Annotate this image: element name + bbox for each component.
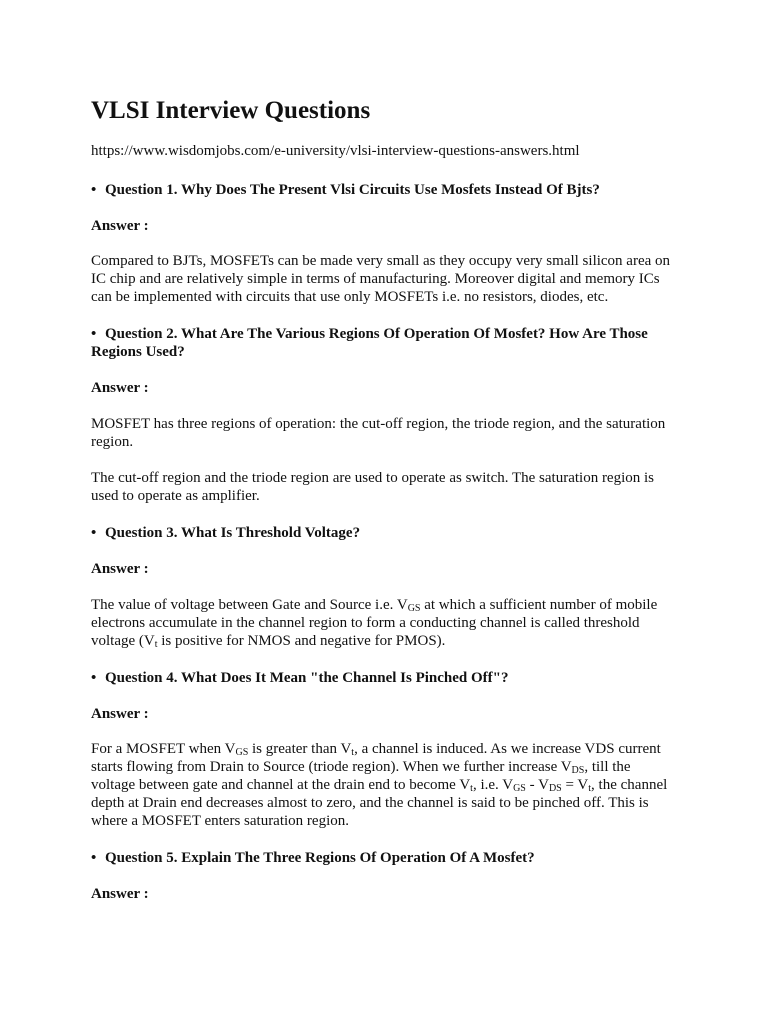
answer-2-para-2: The cut-off region and the triode region are used to operate as switch. The saturation region is used to operate as amplifier. (91, 470, 655, 504)
answer-3-text: The value of voltage between Gate and Source i.e. $V_{GS}$ at which a sufficient number of mobile electrons accumulate in the channel region to form a conducting channel is called threshold voltage ($V_t$ is positive for NMOS and negative for PMOS). (91, 597, 658, 650)
question-2-text-line1: Question 2. What Are The Various Regions Of Operation Of Mosfet? How Are Those (105, 326, 648, 342)
answer-1-text: Compared to BJTs, MOSFETs can be made very small as they occupy very small silicon area on IC chip and are relatively simple in terms of manufacturing. Moreover digital and memory ICs can be implemented with circuits that use only MOSFETs i.e. no resistors, diodes, etc. (91, 253, 671, 305)
bullet-icon: • (91, 670, 97, 686)
answer-label-4: Answer : (91, 706, 149, 722)
answer-4-text: For a MOSFET when $V_{GS}$ is greater than $V_t$, a channel is induced. As we increase VDS current starts flowing from Drain to Source (triode region). When we further increase $V_{DS}$, till the voltage between gate and channel at the drain end to become $V_t$, i.e. $V_{GS} - V_{DS} = V_t$, the channel depth at Drain end decreases almost to zero, and the channel is said to be pinched off. This is where a MOSFET enters saturation region. (91, 741, 668, 829)
answer-2-para-1: MOSFET has three regions of operation: the cut-off region, the triode region, and the saturation region. (91, 416, 666, 450)
question-2 (91, 325, 671, 361)
answer-label-3: Answer : (91, 561, 149, 577)
question-1 (91, 181, 671, 199)
page-title: VLSI Interview Questions (91, 97, 371, 124)
question-5 (91, 849, 671, 867)
question-1-text: Question 1. Why Does The Present Vlsi Circuits Use Mosfets Instead Of Bjts? (105, 182, 600, 198)
question-3-text: Question 3. What Is Threshold Voltage? (105, 525, 361, 541)
bullet-icon: • (91, 525, 97, 541)
answer-label-5: Answer : (91, 886, 149, 902)
question-5-text: Question 5. Explain The Three Regions Of Operation Of A Mosfet? (105, 850, 535, 866)
bullet-icon: • (91, 850, 97, 866)
answer-label-1: Answer : (91, 218, 149, 234)
bullet-icon: • (91, 182, 97, 198)
bullet-icon: • (91, 326, 97, 342)
answer-label-2: Answer : (91, 380, 149, 396)
question-4 (91, 669, 671, 687)
source-url: https://www.wisdomjobs.com/e-university/vlsi-interview-questions-answers.html (91, 143, 580, 159)
question-4-text: Question 4. What Does It Mean "the Channel Is Pinched Off"? (105, 670, 509, 686)
question-2-text-line2: Regions Used? (91, 344, 185, 360)
question-3 (91, 524, 671, 542)
